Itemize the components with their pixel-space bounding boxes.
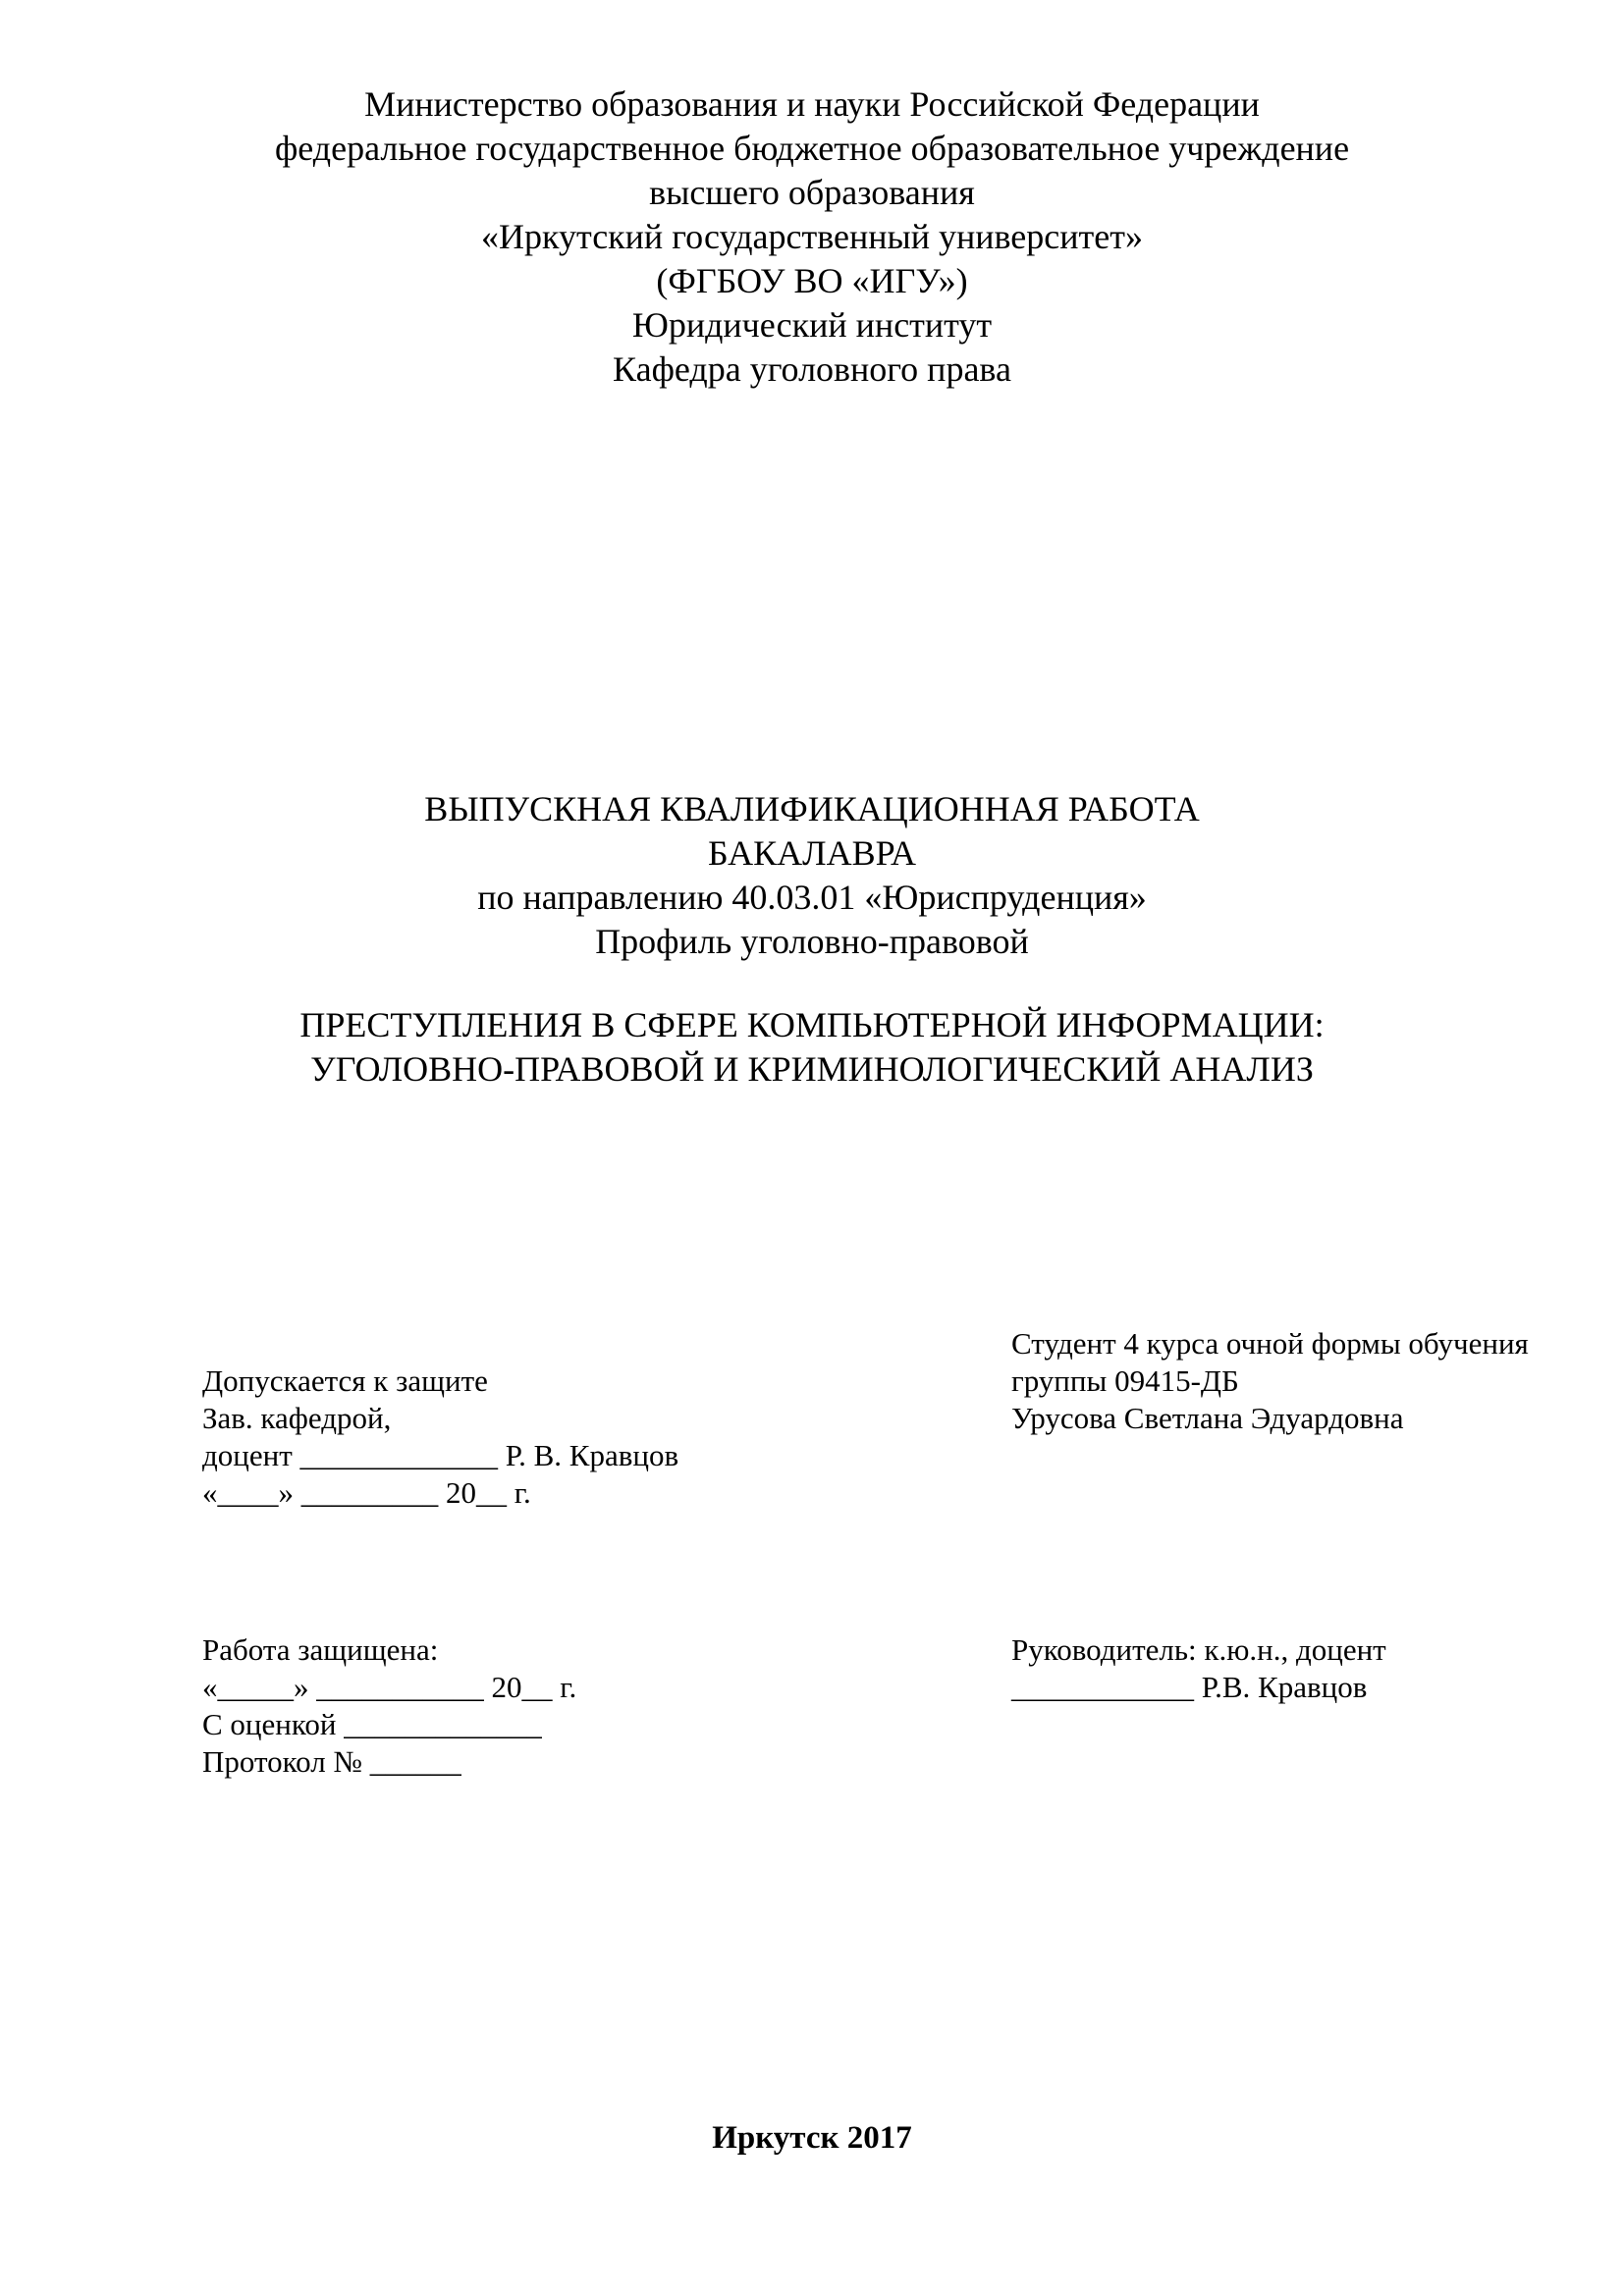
defense-block — [202, 1631, 576, 1781]
direction-line: по направлению 40.03.01 «Юриспруденция» — [477, 878, 1147, 917]
topic-line-1: ПРЕСТУПЛЕНИЯ В СФЕРЕ КОМПЬЮТЕРНОЙ ИНФОРМАЦИИ: — [299, 1005, 1325, 1044]
thesis-topic — [0, 1003, 1624, 1092]
university-name-line: «Иркутский государственный университет» — [481, 217, 1143, 256]
supervisor-block — [1011, 1631, 1386, 1706]
head-of-department-label: Зав. кафедрой, — [202, 1401, 392, 1435]
institution-type-line: федеральное государственное бюджетное образовательное учреждение — [274, 129, 1350, 168]
city-year: Иркутск 2017 — [712, 2120, 912, 2156]
admission-label: Допускается к защите — [202, 1363, 488, 1398]
topic-line-2: УГОЛОВНО-ПРАВОВОЙ И КРИМИНОЛОГИЧЕСКИЙ АНАЛИЗ — [310, 1049, 1314, 1089]
admission-block — [202, 1362, 678, 1512]
grade-line: С оценкой _____________ — [202, 1707, 542, 1741]
university-abbr-line: (ФГБОУ ВО «ИГУ») — [656, 261, 968, 300]
degree-line: БАКАЛАВРА — [707, 833, 917, 873]
ministry-line: Министерство образования и науки Российской Федерации — [364, 84, 1260, 124]
head-signature-line: доцент _____________ Р. В. Кравцов — [202, 1438, 679, 1472]
student-course-line: Студент 4 курса очной формы обучения — [1011, 1326, 1529, 1361]
student-name-line: Урусова Светлана Эдуардовна — [1011, 1401, 1404, 1435]
profile-line: Профиль уголовно-правовой — [595, 922, 1029, 961]
supervisor-title-line: Руководитель: к.ю.н., доцент — [1011, 1632, 1386, 1667]
student-group-line: группы 09415-ДБ — [1011, 1363, 1239, 1398]
protocol-line: Протокол № ______ — [202, 1744, 461, 1779]
education-level-line: высшего образования — [649, 173, 975, 212]
supervisor-signature-line: ____________ Р.В. Кравцов — [1011, 1670, 1368, 1704]
work-title-block — [0, 787, 1624, 964]
student-info — [1011, 1325, 1529, 1437]
defense-date-line: «_____» ___________ 20__ г. — [202, 1670, 577, 1704]
work-type-line: ВЫПУСКНАЯ КВАЛИФИКАЦИОННАЯ РАБОТА — [424, 789, 1200, 828]
institution-header — [0, 82, 1624, 392]
defense-label: Работа защищена: — [202, 1632, 439, 1667]
department-line: Кафедра уголовного права — [613, 349, 1011, 389]
admission-date-line: «____» _________ 20__ г. — [202, 1475, 531, 1510]
institute-line: Юридический институт — [631, 305, 993, 345]
